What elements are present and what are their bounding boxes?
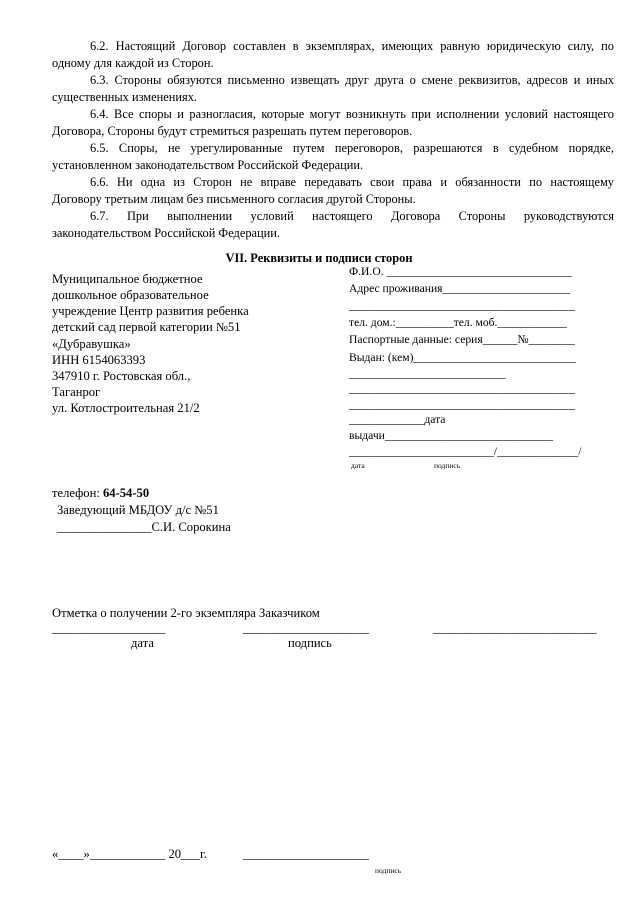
receipt-date-caption: дата bbox=[131, 636, 154, 650]
receipt-blank-1: __________________ bbox=[52, 621, 166, 635]
org-name-line2: дошкольное образовательное bbox=[52, 288, 209, 302]
customer-address-line: _______________________________________ bbox=[349, 299, 576, 312]
clause-6-4-line2: Договора, Стороны будут стремиться разрешать путем переговоров. bbox=[52, 124, 413, 138]
clause-6-2-line2: одному для каждой из Сторон. bbox=[52, 56, 214, 70]
customer-issued-by: Выдан: (кем)____________________________ bbox=[349, 351, 576, 364]
customer-issued-line-b: _______________________________________ bbox=[349, 382, 576, 395]
customer-address: Адрес проживания______________________ bbox=[349, 282, 571, 295]
section-title: VII. Реквизиты и подписи сторон bbox=[225, 251, 413, 265]
customer-issued-line-a: ___________________________ bbox=[349, 367, 506, 380]
clause-6-4-line1: 6.4. Все споры и разногласия, которые могут возникнуть при исполнении условий настоящего bbox=[90, 107, 614, 121]
org-address-line3: ул. Котлостроительная 21/2 bbox=[52, 401, 200, 415]
org-address-line1: 347910 г. Ростовская обл., bbox=[52, 369, 191, 383]
org-inn: ИНН 6154063393 bbox=[52, 353, 146, 367]
clause-6-2-line1: 6.2. Настоящий Договор составлен в экземплярах, имеющих равную юридическую силу, по bbox=[90, 39, 614, 53]
customer-issue-place: выдачи_____________________________ bbox=[349, 429, 553, 442]
receipt-title: Отметка о получении 2-го экземпляра Заказчиком bbox=[52, 606, 320, 620]
clause-6-6-line1: 6.6. Ни одна из Сторон не вправе передавать свои права и обязанности по настоящему bbox=[90, 175, 614, 189]
customer-issued-line-c: _______________________________________ bbox=[349, 398, 576, 411]
clause-6-3-line1: 6.3. Стороны обязуются письменно извещать друг друга о смене реквизитов, адресов и иных bbox=[90, 73, 614, 87]
org-name-line3: учреждение Центр развития ребенка bbox=[52, 304, 249, 318]
receipt-sign-caption: подпись bbox=[288, 636, 332, 650]
org-name-line1: Муниципальное бюджетное bbox=[52, 272, 203, 286]
customer-date-caption: дата bbox=[351, 461, 365, 470]
receipt-blank-3: __________________________ bbox=[433, 621, 597, 635]
org-phone bbox=[52, 485, 149, 502]
org-address-line2: Таганрог bbox=[52, 385, 101, 399]
org-phone-label: телефон: bbox=[52, 486, 103, 500]
clause-6-7-line1: 6.7. При выполнении условий настоящего Договора Стороны руководствуются bbox=[90, 209, 614, 223]
customer-phones: тел. дом.:__________тел. моб.____________ bbox=[349, 316, 567, 329]
org-name-line4: детский сад первой категории №51 bbox=[52, 320, 241, 334]
footer-sign-line: ____________________ bbox=[243, 847, 369, 861]
customer-issue-date: _____________дата bbox=[349, 413, 446, 426]
customer-passport: Паспортные данные: серия______№________ bbox=[349, 333, 575, 346]
clause-6-7-line2: законодательством Российской Федерации. bbox=[52, 226, 281, 240]
customer-fio: Ф.И.О. ________________________________ bbox=[349, 265, 572, 278]
receipt-blank-2: ____________________ bbox=[243, 621, 369, 635]
clause-6-3-line2: существенных изменениях. bbox=[52, 90, 198, 104]
customer-signature-line: _________________________/______________/ bbox=[349, 445, 582, 458]
org-phone-value: 64-54-50 bbox=[102, 486, 150, 500]
customer-sign-caption: подпись bbox=[434, 461, 461, 470]
clause-6-5-line1: 6.5. Споры, не урегулированные путем переговоров, разрешаются в судебном порядке, bbox=[90, 141, 614, 155]
clause-6-6-line2: Договору третьим лицам без письменного согласия другой Стороны. bbox=[52, 192, 416, 206]
footer-date-line: «____»____________ 20___г. bbox=[52, 847, 207, 861]
footer-sign-caption: подпись bbox=[375, 866, 402, 875]
org-head-title: Заведующий МБДОУ д/с №51 bbox=[57, 503, 219, 517]
clause-6-5-line2: установленном законодательством Российской Федерации. bbox=[52, 158, 364, 172]
org-name-line5: «Дубравушка» bbox=[52, 337, 131, 351]
org-head-signature: _______________С.И. Сорокина bbox=[57, 520, 231, 534]
